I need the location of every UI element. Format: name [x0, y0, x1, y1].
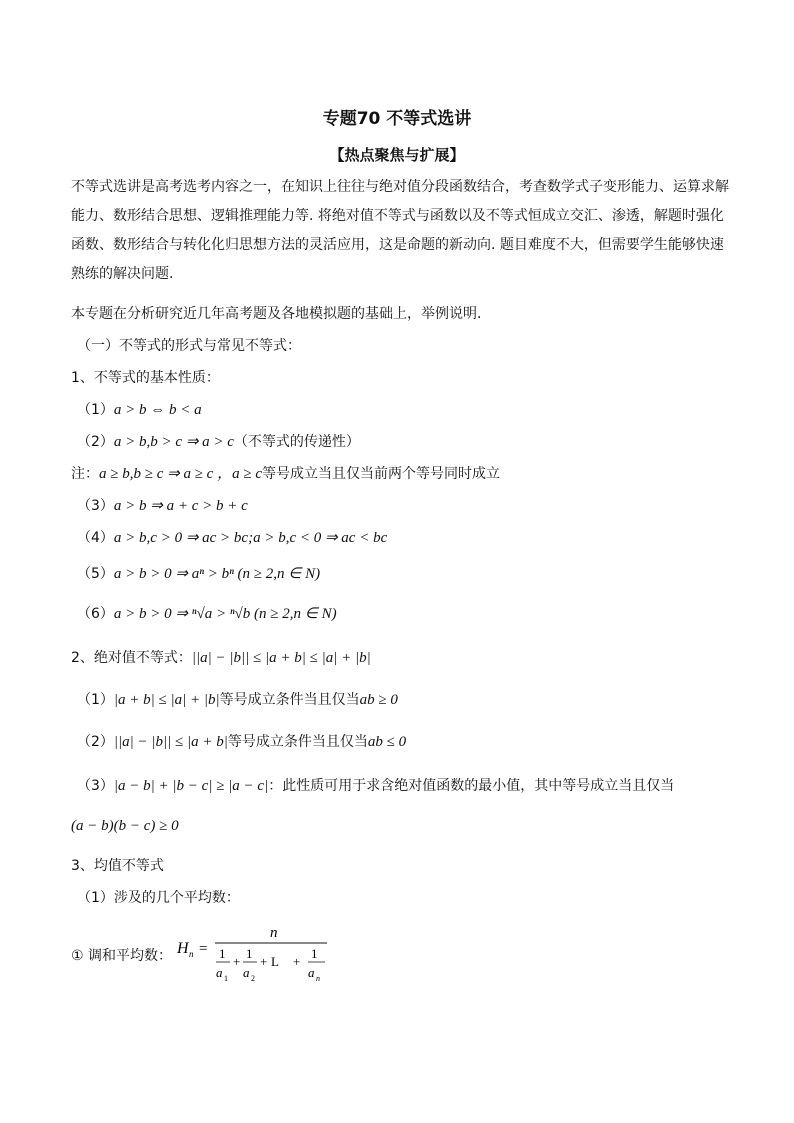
section-heading-1: （一）不等式的形式与常见不等式： — [77, 338, 301, 354]
note-line — [71, 464, 500, 484]
ellipsis: L — [271, 954, 279, 969]
property-math: a > b ⇔ b < a — [113, 402, 202, 418]
property-label: （1） — [77, 692, 114, 708]
plus-2: + — [260, 954, 268, 969]
formula-equals: = — [199, 941, 208, 957]
property-label: （1） — [77, 402, 114, 418]
term3-a: a — [308, 965, 315, 980]
property-label: （6） — [77, 606, 114, 622]
note-math: a ≥ b,b ≥ c ⇒ a ≥ c ，a ≥ c — [99, 466, 262, 482]
property-label: （4） — [77, 530, 114, 546]
property-note: （不等式的传递性） — [233, 434, 360, 450]
term1-a: a — [216, 965, 223, 980]
abs-property-2 — [77, 732, 406, 752]
property-text: 等号成立条件当且仅当 — [219, 692, 360, 708]
formula-numerator: n — [270, 925, 278, 941]
term2-a: a — [243, 965, 250, 980]
term2-one: 1 — [246, 946, 253, 961]
harmonic-mean-label: ① 调和平均数： — [71, 948, 173, 964]
intro-paragraph: 不等式选讲是高考选考内容之一，在知识上往往与绝对值分段函数结合，考查数学式子变形能力、运算求解能力、数形结合思想、逻辑推理能力等. 将绝对值不等式与函数以及不等式恒成立交汇、渗透，解题时强化函数、数形结合与转化化归思想方法的灵活应用，这是命题的新动向. 题目难度不大，但需要学生能够快速熟练的解决问题. — [71, 179, 729, 282]
abs-property-1 — [77, 690, 398, 710]
property-math: a > b,b > c ⇒ a > c — [113, 434, 234, 450]
property-1 — [77, 400, 202, 420]
property-5 — [77, 564, 320, 584]
page-title: 专题70 不等式选讲 — [322, 109, 472, 129]
property-4 — [77, 528, 387, 548]
property-math: a > b,c > 0 ⇒ ac > bc;a > b,c < 0 ⇒ ac < bc — [113, 530, 388, 546]
property-math: a > b ⇒ a + c > b + c — [113, 498, 248, 514]
item-heading-2 — [71, 648, 371, 668]
formula-lhs-sub: n — [189, 949, 194, 959]
property-text: 等号成立条件当且仅当 — [227, 734, 368, 750]
property-text: ：此性质可用于求含绝对值函数的最小值，其中等号成立当且仅当 — [268, 778, 675, 794]
item-heading-text: 2、绝对值不等式： — [71, 650, 192, 666]
abs-property-3-condition — [71, 816, 179, 836]
note-label: 注： — [71, 466, 99, 482]
property-condition: (a − b)(b − c) ≥ 0 — [71, 818, 179, 834]
item-heading-math: ||a| − |b|| ≤ |a + b| ≤ |a| + |b| — [191, 650, 371, 666]
property-math: a > b > 0 ⇒ aⁿ > bⁿ (n ≥ 2,n ∈ N) — [113, 566, 321, 582]
property-math: |a − b| + |b − c| ≥ |a − c| — [113, 778, 269, 794]
property-condition: ab ≤ 0 — [367, 734, 407, 750]
property-3 — [77, 496, 248, 516]
term3-sub: n — [316, 974, 320, 983]
term3-one: 1 — [311, 946, 318, 961]
item-heading-3: 3、均值不等式 — [71, 858, 164, 874]
property-math: a > b > 0 ⇒ ⁿ√a > ⁿ√b (n ≥ 2,n ∈ N) — [113, 606, 337, 622]
formula-lhs: H — [177, 940, 189, 957]
harmonic-mean-formula — [175, 925, 345, 985]
plus-1: + — [233, 954, 241, 969]
property-label: （2） — [77, 734, 114, 750]
term1-sub: 1 — [224, 974, 228, 983]
property-2 — [77, 432, 360, 452]
plus-3: + — [293, 954, 301, 969]
note-text: 等号成立当且仅当前两个等号同时成立 — [261, 466, 500, 482]
subitem-means: （1）涉及的几个平均数： — [77, 890, 240, 906]
property-label: （3） — [77, 498, 114, 514]
property-label: （3） — [77, 778, 114, 794]
term2-sub: 2 — [251, 974, 255, 983]
term1-one: 1 — [219, 946, 226, 961]
property-label: （2） — [77, 434, 114, 450]
intro-paragraph-2: 本专题在分析研究近几年高考题及各地模拟题的基础上，举例说明. — [71, 306, 482, 322]
item-heading-1: 1、不等式的基本性质： — [71, 370, 220, 386]
property-math: |a + b| ≤ |a| + |b| — [113, 692, 220, 708]
property-math: ||a| − |b|| ≤ |a + b| — [113, 734, 228, 750]
abs-property-3 — [77, 776, 674, 796]
property-label: （5） — [77, 566, 114, 582]
property-6 — [77, 604, 337, 624]
section-heading: 【热点聚焦与扩展】 — [329, 146, 465, 164]
property-condition: ab ≥ 0 — [359, 692, 398, 708]
